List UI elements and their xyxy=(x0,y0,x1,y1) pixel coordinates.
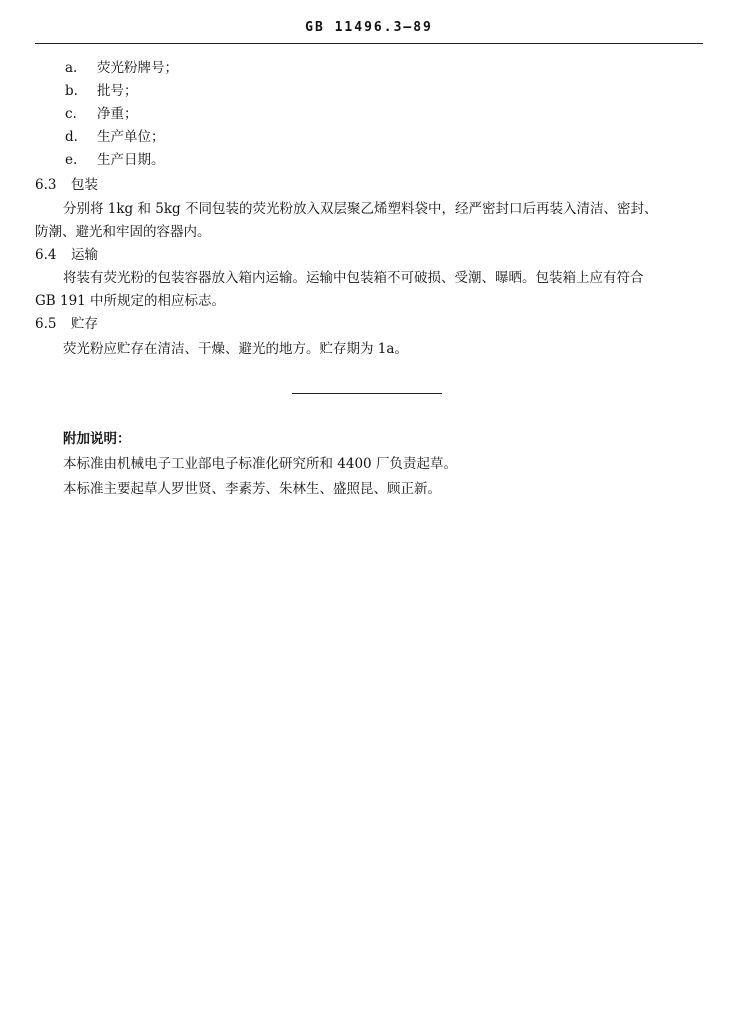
section-body-line: 将装有荧光粉的包装容器放入箱内运输。运输中包装箱不可破损、受潮、曝晒。包装箱上应有符合 xyxy=(63,270,644,286)
list-item-text: 荧光粉牌号； xyxy=(97,60,178,76)
list-item-mark: d. xyxy=(65,129,78,145)
additional-notes-line: 本标准主要起草人罗世贤、李素芳、朱林生、盛照昆、顾正新。 xyxy=(63,481,441,497)
list-item-text: 生产日期。 xyxy=(97,152,165,168)
list-item-mark: e. xyxy=(65,152,78,168)
list-item-mark: c. xyxy=(65,106,77,122)
list-item xyxy=(65,128,165,146)
list-item xyxy=(65,82,138,100)
list-item-text: 净重； xyxy=(97,106,138,122)
list-item-text: 批号； xyxy=(97,83,138,99)
section-heading-packaging xyxy=(35,176,98,194)
standard-number-header: GB 11496.3—89 xyxy=(305,20,433,35)
section-body-line: 荧光粉应贮存在清洁、干燥、避光的地方。贮存期为 1a。 xyxy=(63,341,408,357)
list-item xyxy=(65,105,138,123)
section-title: 运输 xyxy=(71,247,98,263)
section-body-line: GB 191 中所规定的相应标志。 xyxy=(35,293,226,309)
list-item-text: 生产单位； xyxy=(97,129,165,145)
section-title: 贮存 xyxy=(71,316,98,332)
section-body-line: 分别将 1kg 和 5kg 不同包装的荧光粉放入双层聚乙烯塑料袋中，经严密封口后再装入清洁、密封、 xyxy=(63,201,658,217)
section-title: 包装 xyxy=(71,177,98,193)
section-number: 6.4 xyxy=(35,247,57,263)
section-heading-storage xyxy=(35,315,98,333)
list-item xyxy=(65,151,165,169)
list-item-mark: b. xyxy=(65,83,78,99)
section-heading-transport xyxy=(35,246,98,264)
list-item-mark: a. xyxy=(65,60,78,76)
end-of-text-rule xyxy=(292,393,442,394)
section-number: 6.3 xyxy=(35,177,57,193)
section-number: 6.5 xyxy=(35,316,57,332)
header-divider xyxy=(35,43,703,44)
additional-notes-title: 附加说明： xyxy=(63,431,131,447)
section-body-line: 防潮、避光和牢固的容器内。 xyxy=(35,224,211,240)
list-item xyxy=(65,59,178,77)
additional-notes-line: 本标准由机械电子工业部电子标准化研究所和 4400 厂负责起草。 xyxy=(63,456,457,472)
